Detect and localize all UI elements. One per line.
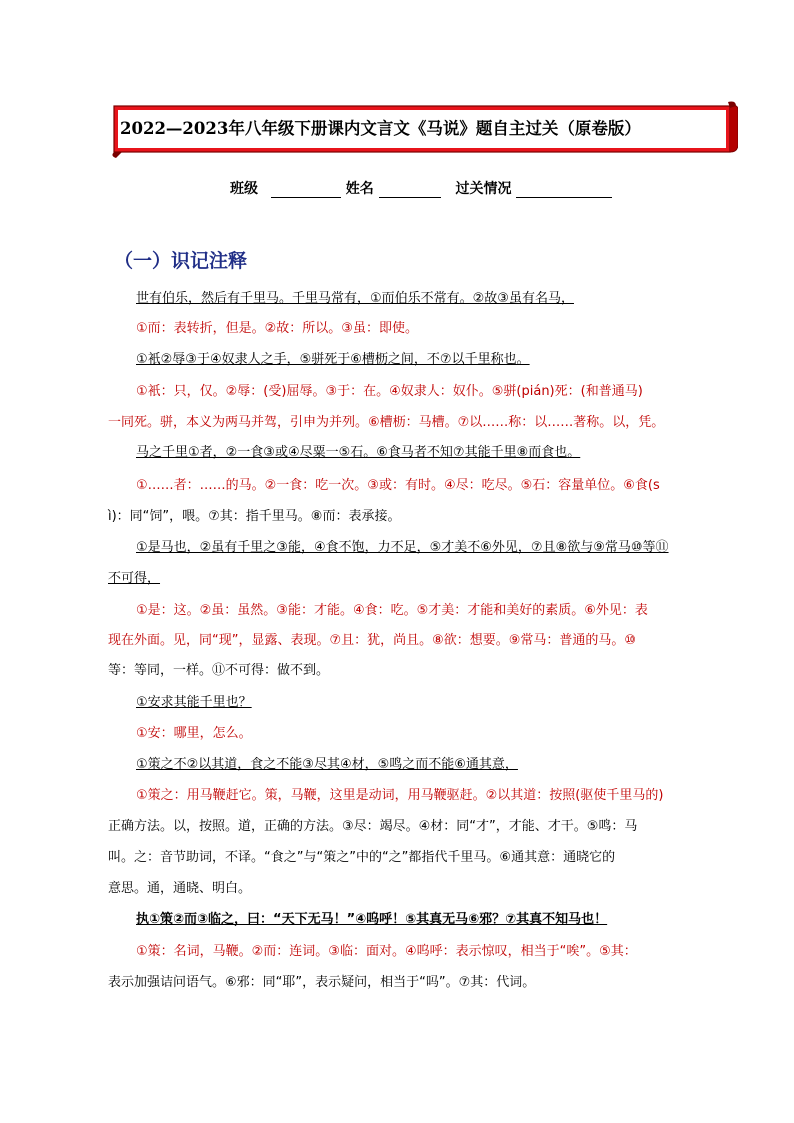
annotation-6-line2: 正确方法。以，按照。道，正确的方法。③尽：竭尽。④材：同“才”，才能、才干。⑤鸣：马 xyxy=(108,819,638,834)
status-blank[interactable] xyxy=(516,181,612,198)
class-label: 班级 xyxy=(230,181,258,197)
section-heading: （一）识记注释 xyxy=(114,250,248,272)
annotation-4-line2: 现在外面。见，同“现”，显露、表现。⑦且：犹，尚且。⑧欲：想要。⑨常马：普通的马。⑩ xyxy=(108,633,637,648)
source-sentence-2: ①衹②辱③于④奴隶人之手，⑤骈死于⑥槽枥之间，不⑦以千里称也。 xyxy=(136,352,530,367)
source-sentence-1: 世有伯乐，然后有千里马。千里马常有，①而伯乐不常有。②故③虽有名马， xyxy=(136,291,574,306)
annotation-4-line1: ①是：这。②虽：虽然。③能：才能。④食：吃。⑤才美：才能和美好的素质。⑥外见：表 xyxy=(136,603,648,618)
source-sentence-7: 执①策②而③临之，曰：“天下无马！”④呜呼！⑤其真无马⑥邪？⑦其真不知马也！ xyxy=(136,912,608,927)
document-title: 2022—2023年八年级下册课内文言文《马说》题自主过关（原卷版） xyxy=(120,119,641,138)
student-info-fields xyxy=(230,178,630,200)
annotation-2-line1: ①衹：只，仅。②辱：(受)屈辱。③于：在。④奴隶人：奴仆。⑤骈(pián)死：(和普通马) xyxy=(136,384,643,399)
annotation-5: ①安：哪里，怎么。 xyxy=(136,726,252,741)
annotation-7-line2: 表示加强诘问语气。⑥邪：同“耶”，表示疑问，相当于“吗”。⑦其：代词。 xyxy=(108,975,536,990)
title-banner xyxy=(112,100,738,158)
annotation-1: ①而：表转折，但是。②故：所以。③虽：即使。 xyxy=(136,321,418,336)
status-label: 过关情况 xyxy=(455,181,512,197)
name-blank[interactable] xyxy=(379,181,441,198)
name-label: 姓名 xyxy=(345,181,374,197)
source-sentence-6: ①策之不②以其道，食之不能③尽其④材，⑤鸣之而不能⑥通其意， xyxy=(136,757,518,772)
source-sentence-5: ①安求其能千里也？ xyxy=(136,695,252,710)
annotation-6-line1: ①策之：用马鞭赶它。策，马鞭，这里是动词，用马鞭驱赶。②以其道：按照(驱使千里马的) xyxy=(136,788,664,803)
class-blank[interactable] xyxy=(271,181,341,198)
annotation-6-line3: 叫。之：音节助词，不译。“食之”与“策之”中的“之”都指代千里马。⑥通其意：通晓它的 xyxy=(108,850,616,865)
annotation-4-line3: 等：等同，一样。⑪不可得：做不到。 xyxy=(108,663,330,678)
source-sentence-4-line1: ①是马也，②虽有千里之③能，④食不饱，力不足，⑤才美不⑥外见，⑦且⑧欲与⑨常马⑩等⑪ xyxy=(136,540,669,555)
annotation-3-line2: ì)：同“饲”，喂。⑦其：指千里马。⑧而：表承接。 xyxy=(108,509,401,524)
annotation-2-line2: 一同死。骈，本义为两马并驾，引申为并列。⑥槽枥：马槽。⑦以……称：以……著称。以，凭。 xyxy=(108,415,665,430)
annotation-7-line1: ①策：名词，马鞭。②而：连词。③临：面对。④呜呼：表示惊叹，相当于“唉”。⑤其： xyxy=(136,944,637,959)
source-sentence-3: 马之千里①者，②一食③或④尽粟一⑤石。⑥食马者不知⑦其能千里⑧而食也。 xyxy=(136,445,581,460)
annotation-6-line4: 意思。通，通晓、明白。 xyxy=(108,881,252,896)
annotation-3-line1: ①……者：……的马。②一食：吃一次。③或：有时。④尽：吃尽。⑤石：容量单位。⑥食(s xyxy=(136,478,660,493)
source-sentence-4-line2: 不可得， xyxy=(108,571,161,586)
